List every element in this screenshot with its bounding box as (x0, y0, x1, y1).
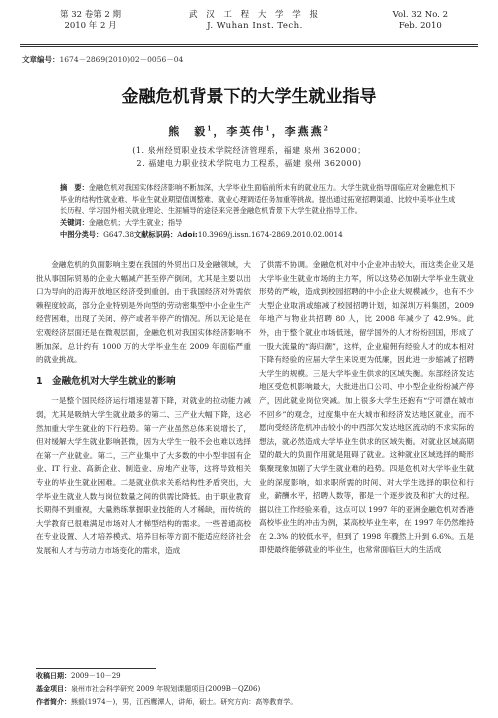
keywords (60, 217, 458, 229)
author-3: 李燕燕 (284, 125, 324, 138)
footnote-received (36, 670, 476, 683)
header-right (393, 10, 448, 32)
date-cn: 2010 年 2 月 (64, 21, 117, 31)
footnote-rule (36, 668, 156, 669)
article-number-value: 1674－2869(2010)02－0056－04 (59, 55, 184, 64)
received-date: 2009－10－29 (71, 672, 121, 680)
running-header (20, 10, 478, 44)
volume-issue: 第 32 卷第 2 期 (60, 10, 122, 20)
author-list: 熊 毅$^1$，李英伟$^1$，李燕燕$^2$ (168, 125, 330, 138)
body-column-left (36, 258, 251, 557)
author-2-affil: 1 (265, 125, 272, 133)
journal-name-cn: 武 汉 工 程 大 学 学 报 (189, 10, 321, 20)
doi-value: 10.3969/j.issn.1674-2869.2010.02.0014 (197, 230, 343, 239)
header-left (60, 10, 121, 32)
author-bio-label: 作者简介： (36, 698, 71, 706)
section-heading-1: 1 金融危机对大学生就业的影响 (36, 375, 176, 387)
abstract (60, 182, 458, 217)
author-3-affil: 2 (323, 125, 330, 133)
keywords-text: 金融危机；大学生就业；指导 (88, 218, 183, 227)
journal-name-en: J. Wuhan Inst. Tech. (207, 21, 303, 31)
classification-line (60, 229, 458, 241)
received-label: 收稿日期： (36, 672, 71, 680)
article-number-label: 文章编号： (22, 55, 60, 64)
author-2: 李英伟 (226, 125, 266, 138)
fund-label: 基金项目： (36, 685, 71, 693)
footnote-author (36, 696, 476, 709)
footnote-fund (36, 683, 476, 696)
keywords-label: 关键词： (60, 218, 89, 227)
author-bio-text: 熊毅(1974－)，男，江西鹰潭人，讲师，硕士。研究方向：高等教育学。 (71, 698, 298, 706)
header-rule-bottom (20, 46, 478, 47)
header-center (170, 10, 340, 32)
article-title: 金融危机背景下的大学生就业指导 (121, 87, 377, 107)
doc-code-value: A (177, 230, 183, 239)
clc-label: 中图分类号： (60, 230, 104, 239)
abstract-label: 摘 要： (60, 183, 89, 192)
doi-label: doi: (182, 230, 198, 239)
footnote (36, 670, 476, 709)
affiliation-1: (1. 泉州经贸职业技术学院经济管理系，福建 泉州 362000； (132, 146, 366, 155)
clc-value: G647.38 (103, 230, 135, 239)
body-column-right (259, 258, 474, 557)
header-rule-top (20, 44, 478, 45)
doc-code-label: 文献标识码： (134, 230, 178, 239)
volume-en: Vol. 32 No. 2 (392, 10, 448, 20)
abstract-text: 金融危机对我国实体经济影响不断加深，大学毕业生面临前所未有的就业压力。大学生就业指导面临应对金融危机下毕业的结构性就业难、毕业生就业期望值调整难、就业心理调适任务加重等挑战。提出通过拓宽招聘渠道、比较中美毕业生成长历程、学习国外相关就业理论、生涯辅导的途径来完善金融危机背景下大学生就业指导工作。 (60, 183, 456, 215)
date-en: Feb. 2010 (398, 21, 442, 31)
body-paragraph: 了供需不协调。金融危机对中小企业冲击较大，而这类企业又是大学毕业生就业市场的主力军，所以这势必加剧大学毕业生就业形势的严峻，造成到校园招聘的中小企业大规模减少，也有不少大型企业取消或缩减了校园招聘计划，如深圳万科集团，2009 年地产与物业共招聘 80 人，比 2008 年减少了 42.9%。此外，由于整个就业市场低迷，留学国外的人才纷纷回国，形成了一股大流量的“海归潮”，这样，企业雇佣有经验人才的成本相对下降有经验的应届大学生来说更为低廉，因此进一步缩减了招聘大学生的规模。三是大学毕业生供求的区域失衡。东部经济发达地区受危机影响最大，大批进出口公司、中小型企业纷纷减产停产，因此就业岗位突减。加上很多大学生还抱有“宁可漂在城市不回乡”的观念，过度集中在大城市和经济发达地区就业，而不愿向受经济危机冲击较小的中西部欠发达地区流动的不求实际的想法，就必然造成大学毕业生供求的区域失衡。对就业区域高期望的最大的负面作用就是阻碍了就业。这种就业区域选择的畸形集聚现象加剧了大学生就业难的趋势。四是危机对大学毕业生就业的深度影响，如求职所需的时间、对大学生选择的职位和行业，薪酬水平，招聘人数等，都是一个逐步波及和扩大的过程。据以往工作经验来看，这点可以 1997 年的亚洲金融危机对香港高校毕业生的冲击为例，某高校毕业生率，在 1997 年仍然维持在 2.3% 的较低水平，但到了 1998 年骤然上升到 6.6%。五是即使最终能够就业的毕业生，也常常面临巨大的生活成 (259, 260, 474, 555)
body-paragraph: 金融危机的负面影响主要在我国的外贸出口及金融领域，大批从事国际贸易的企业大幅减产甚至停产倒闭，尤其是主要以出口为导向的沿海开放地区经济受到重创。由于我国经济对外需依赖程度较高，部分企业特别是外向型的劳动密集型中小企业生产经营困难，出现了关闭、停产或者半停产的情况。所以无论是在宏观经济层面还是在微观层面，金融危机对我国实体经济影响不断加深。总计约有 1000 万的大学毕业生在 2009 年面临严重的就业挑战。 (36, 260, 251, 365)
fund-text: 泉州市社会科学研究 2009 年规划课题项目(2009B－QZ06) (71, 685, 261, 693)
author-1: 熊 毅 (168, 125, 208, 138)
affiliation-2: 2. 福建电力职业技术学院电力工程系，福建 泉州 362000) (136, 159, 362, 168)
author-1-affil: 1 (207, 125, 214, 133)
article-number (22, 54, 183, 65)
body-paragraph: 一是整个国民经济运行增速显著下降，对就业的拉动能力减弱，尤其是吸纳大学生就业最多的第二、三产业大幅下降，这必然加重大学生就业的下行趋势。第一产业虽然总体来说增长了，但对缓解大学生就业影响甚微，因为大学生一般不会也难以选择在第一产业就业。第二，三产业集中了大多数的中小型非国有企业、IT 行业、高新企业、制造业、房地产业等，这将导致相关专业的毕业生就业困难。二是就业供求关系结构性矛盾突出，大学毕业生就业人数与岗位数量之间的供需比降低。由于职业教育长期得不到重视，大量熟练掌握职业技能的人才稀缺，而传统的大学教育已很难满足市场对人才梯型结构的需求。一些普通高校在专业设置、人才培养模式、培养目标等方面不能适应经济社会发展和人才与劳动力市场变化的需求，造成 (36, 396, 251, 555)
